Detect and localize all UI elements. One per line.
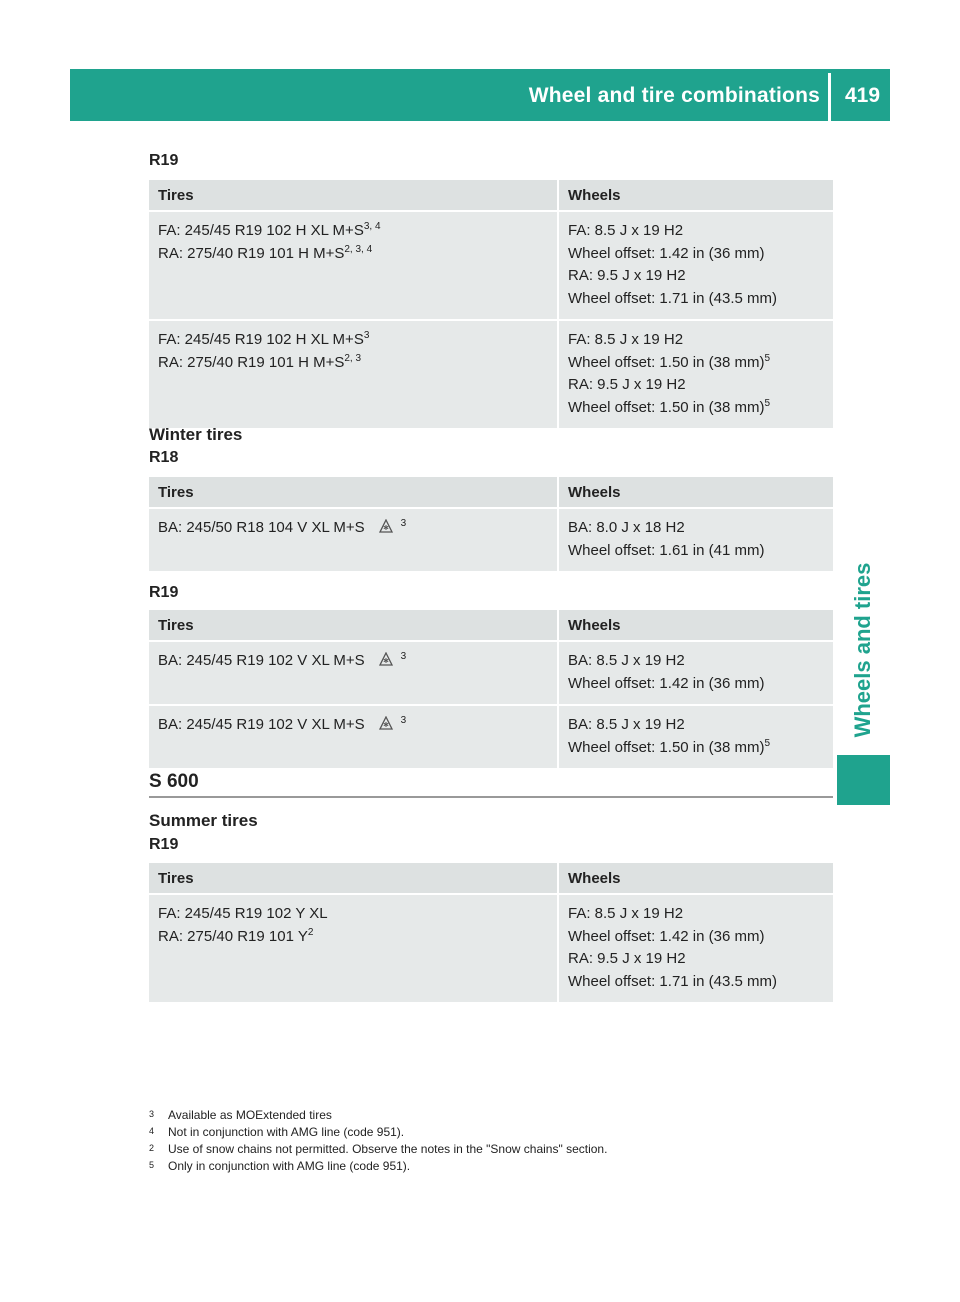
footnote-number: 5 [149, 1160, 155, 1170]
spec-text: BA: 245/50 R18 104 V XL M+S [158, 519, 365, 536]
table-header-row [149, 180, 833, 210]
snowflake-mountain-icon [379, 651, 393, 665]
footnote-ref: 2, 3 [344, 352, 362, 364]
spec-text: FA: 8.5 J x 19 H2 [568, 331, 684, 348]
table-header-row [149, 477, 833, 507]
wheels-cell [557, 704, 833, 768]
footnote-ref: 2, 3, 4 [344, 243, 373, 255]
spec-text: RA: 9.5 J x 19 H2 [568, 267, 686, 284]
footnote-ref: 3 [400, 715, 407, 726]
spec-text: Wheel offset: 1.71 in (43.5 mm) [568, 972, 777, 990]
spec-line [568, 288, 824, 311]
tires-cell [149, 319, 557, 428]
spec-text: FA: 245/45 R19 102 H XL M+S [158, 222, 364, 239]
footnote-ref: 3 [363, 330, 370, 341]
spec-text: Wheel offset: 1.61 in (41 mm) [568, 541, 765, 559]
spec-text: RA: 9.5 J x 19 H2 [568, 376, 686, 393]
wheels-cell [557, 319, 833, 428]
footnote-ref: 3 [400, 651, 407, 662]
footnotes [149, 1106, 607, 1174]
spec-line [568, 374, 824, 397]
column-header-wheels: Wheels [557, 180, 833, 210]
wheels-cell [557, 210, 833, 319]
spec-text: BA: 8.5 J x 19 H2 [568, 652, 685, 669]
footnote-text: Only in conjunction with AMG line (code 951). [168, 1159, 411, 1173]
rim-size-label: R19 [149, 152, 179, 169]
spec-text: Wheel offset: 1.50 in (38 mm) [568, 738, 765, 756]
spec-text: BA: 245/45 R19 102 V XL M+S [158, 716, 365, 733]
spec-line [158, 903, 548, 926]
subsection-title: Summer tires [149, 811, 258, 830]
footnote [149, 1123, 607, 1140]
spec-text: Wheel offset: 1.71 in (43.5 mm) [568, 289, 777, 307]
spec-line [568, 540, 824, 563]
snowflake-mountain-icon [379, 518, 393, 532]
footnote-ref: 5 [764, 737, 771, 749]
footnote-ref: 2 [307, 926, 314, 938]
spec-line [568, 329, 824, 352]
side-tab-label: Wheels and tires [850, 562, 875, 738]
section-title: S 600 [149, 771, 199, 792]
subsection-title: Winter tires [149, 425, 243, 444]
snowflake-mountain-icon [379, 715, 393, 729]
spec-line [568, 926, 824, 949]
tires-cell [149, 507, 557, 571]
spec-line [158, 220, 548, 243]
tire-table [149, 477, 833, 571]
spec-line [158, 517, 548, 540]
spec-line [568, 265, 824, 288]
spec-line [158, 243, 548, 266]
tire-table [149, 863, 833, 1002]
footnote-number: 3 [149, 1109, 155, 1119]
wheels-cell [557, 507, 833, 571]
table-header-row [149, 610, 833, 640]
spec-line [568, 673, 824, 696]
spec-line [158, 329, 548, 352]
spec-text: BA: 8.5 J x 19 H2 [568, 716, 685, 733]
spec-text: Wheel offset: 1.50 in (38 mm) [568, 398, 765, 416]
spec-line [158, 926, 548, 949]
spec-text: BA: 8.0 J x 18 H2 [568, 519, 685, 536]
column-header-wheels: Wheels [557, 863, 833, 893]
table-row [149, 704, 833, 768]
footnote-ref: 5 [764, 397, 771, 409]
column-header-tires: Tires [149, 863, 557, 893]
wheels-cell [557, 640, 833, 704]
tire-table [149, 180, 833, 428]
spec-text: FA: 8.5 J x 19 H2 [568, 222, 684, 239]
footnote [149, 1140, 607, 1157]
page-number: 419 [845, 84, 881, 107]
spec-line [568, 650, 824, 673]
table-row [149, 507, 833, 571]
spec-line [158, 714, 548, 737]
rim-size-label: R18 [149, 449, 179, 466]
footnote-number: 2 [149, 1143, 155, 1153]
spec-text: RA: 275/40 R19 101 Y [158, 927, 308, 945]
spec-line [568, 352, 824, 375]
header-divider [828, 73, 831, 121]
footnote [149, 1157, 607, 1174]
tires-cell [149, 893, 557, 1002]
side-marker [837, 755, 890, 805]
spec-line [568, 971, 824, 994]
spec-line [158, 352, 548, 375]
table-row [149, 210, 833, 319]
column-header-tires: Tires [149, 180, 557, 210]
spec-text: RA: 275/40 R19 101 H M+S [158, 353, 345, 371]
tires-cell [149, 210, 557, 319]
table-row [149, 319, 833, 428]
spec-line [568, 903, 824, 926]
spec-line [568, 737, 824, 760]
column-header-wheels: Wheels [557, 477, 833, 507]
spec-text: FA: 8.5 J x 19 H2 [568, 905, 684, 922]
footnote-text: Use of snow chains not permitted. Observe the notes in the "Snow chains" section. [168, 1142, 608, 1156]
footnote [149, 1106, 607, 1123]
spec-text: Wheel offset: 1.42 in (36 mm) [568, 674, 765, 692]
section-divider [149, 796, 833, 798]
spec-text: RA: 275/40 R19 101 H M+S [158, 244, 345, 262]
tire-table [149, 610, 833, 768]
spec-line [568, 243, 824, 266]
column-header-tires: Tires [149, 477, 557, 507]
tires-cell [149, 704, 557, 768]
footnote-ref: 3, 4 [363, 221, 381, 232]
footnote-text: Not in conjunction with AMG line (code 951). [168, 1125, 405, 1139]
footnote-number: 4 [149, 1126, 155, 1136]
spec-line [568, 948, 824, 971]
spec-text: FA: 245/45 R19 102 H XL M+S [158, 331, 364, 348]
footnote-ref: 3 [400, 518, 407, 529]
spec-line [158, 650, 548, 673]
table-header-row [149, 863, 833, 893]
spec-line [568, 220, 824, 243]
spec-text: Wheel offset: 1.50 in (38 mm) [568, 353, 765, 371]
rim-size-label: R19 [149, 584, 179, 601]
column-header-wheels: Wheels [557, 610, 833, 640]
footnote-text: Available as MOExtended tires [168, 1108, 332, 1122]
wheels-cell [557, 893, 833, 1002]
tires-cell [149, 640, 557, 704]
spec-line [568, 517, 824, 540]
spec-text: FA: 245/45 R19 102 Y XL [158, 905, 328, 922]
spec-text: BA: 245/45 R19 102 V XL M+S [158, 652, 365, 669]
spec-line [568, 714, 824, 737]
footnote-ref: 5 [764, 352, 771, 364]
page-title: Wheel and tire combinations [528, 84, 820, 107]
spec-line [568, 397, 824, 420]
column-header-tires: Tires [149, 610, 557, 640]
spec-text: Wheel offset: 1.42 in (36 mm) [568, 244, 765, 262]
spec-text: RA: 9.5 J x 19 H2 [568, 950, 686, 967]
table-row [149, 640, 833, 704]
rim-size-label: R19 [149, 836, 179, 853]
spec-text: Wheel offset: 1.42 in (36 mm) [568, 927, 765, 945]
table-row [149, 893, 833, 1002]
